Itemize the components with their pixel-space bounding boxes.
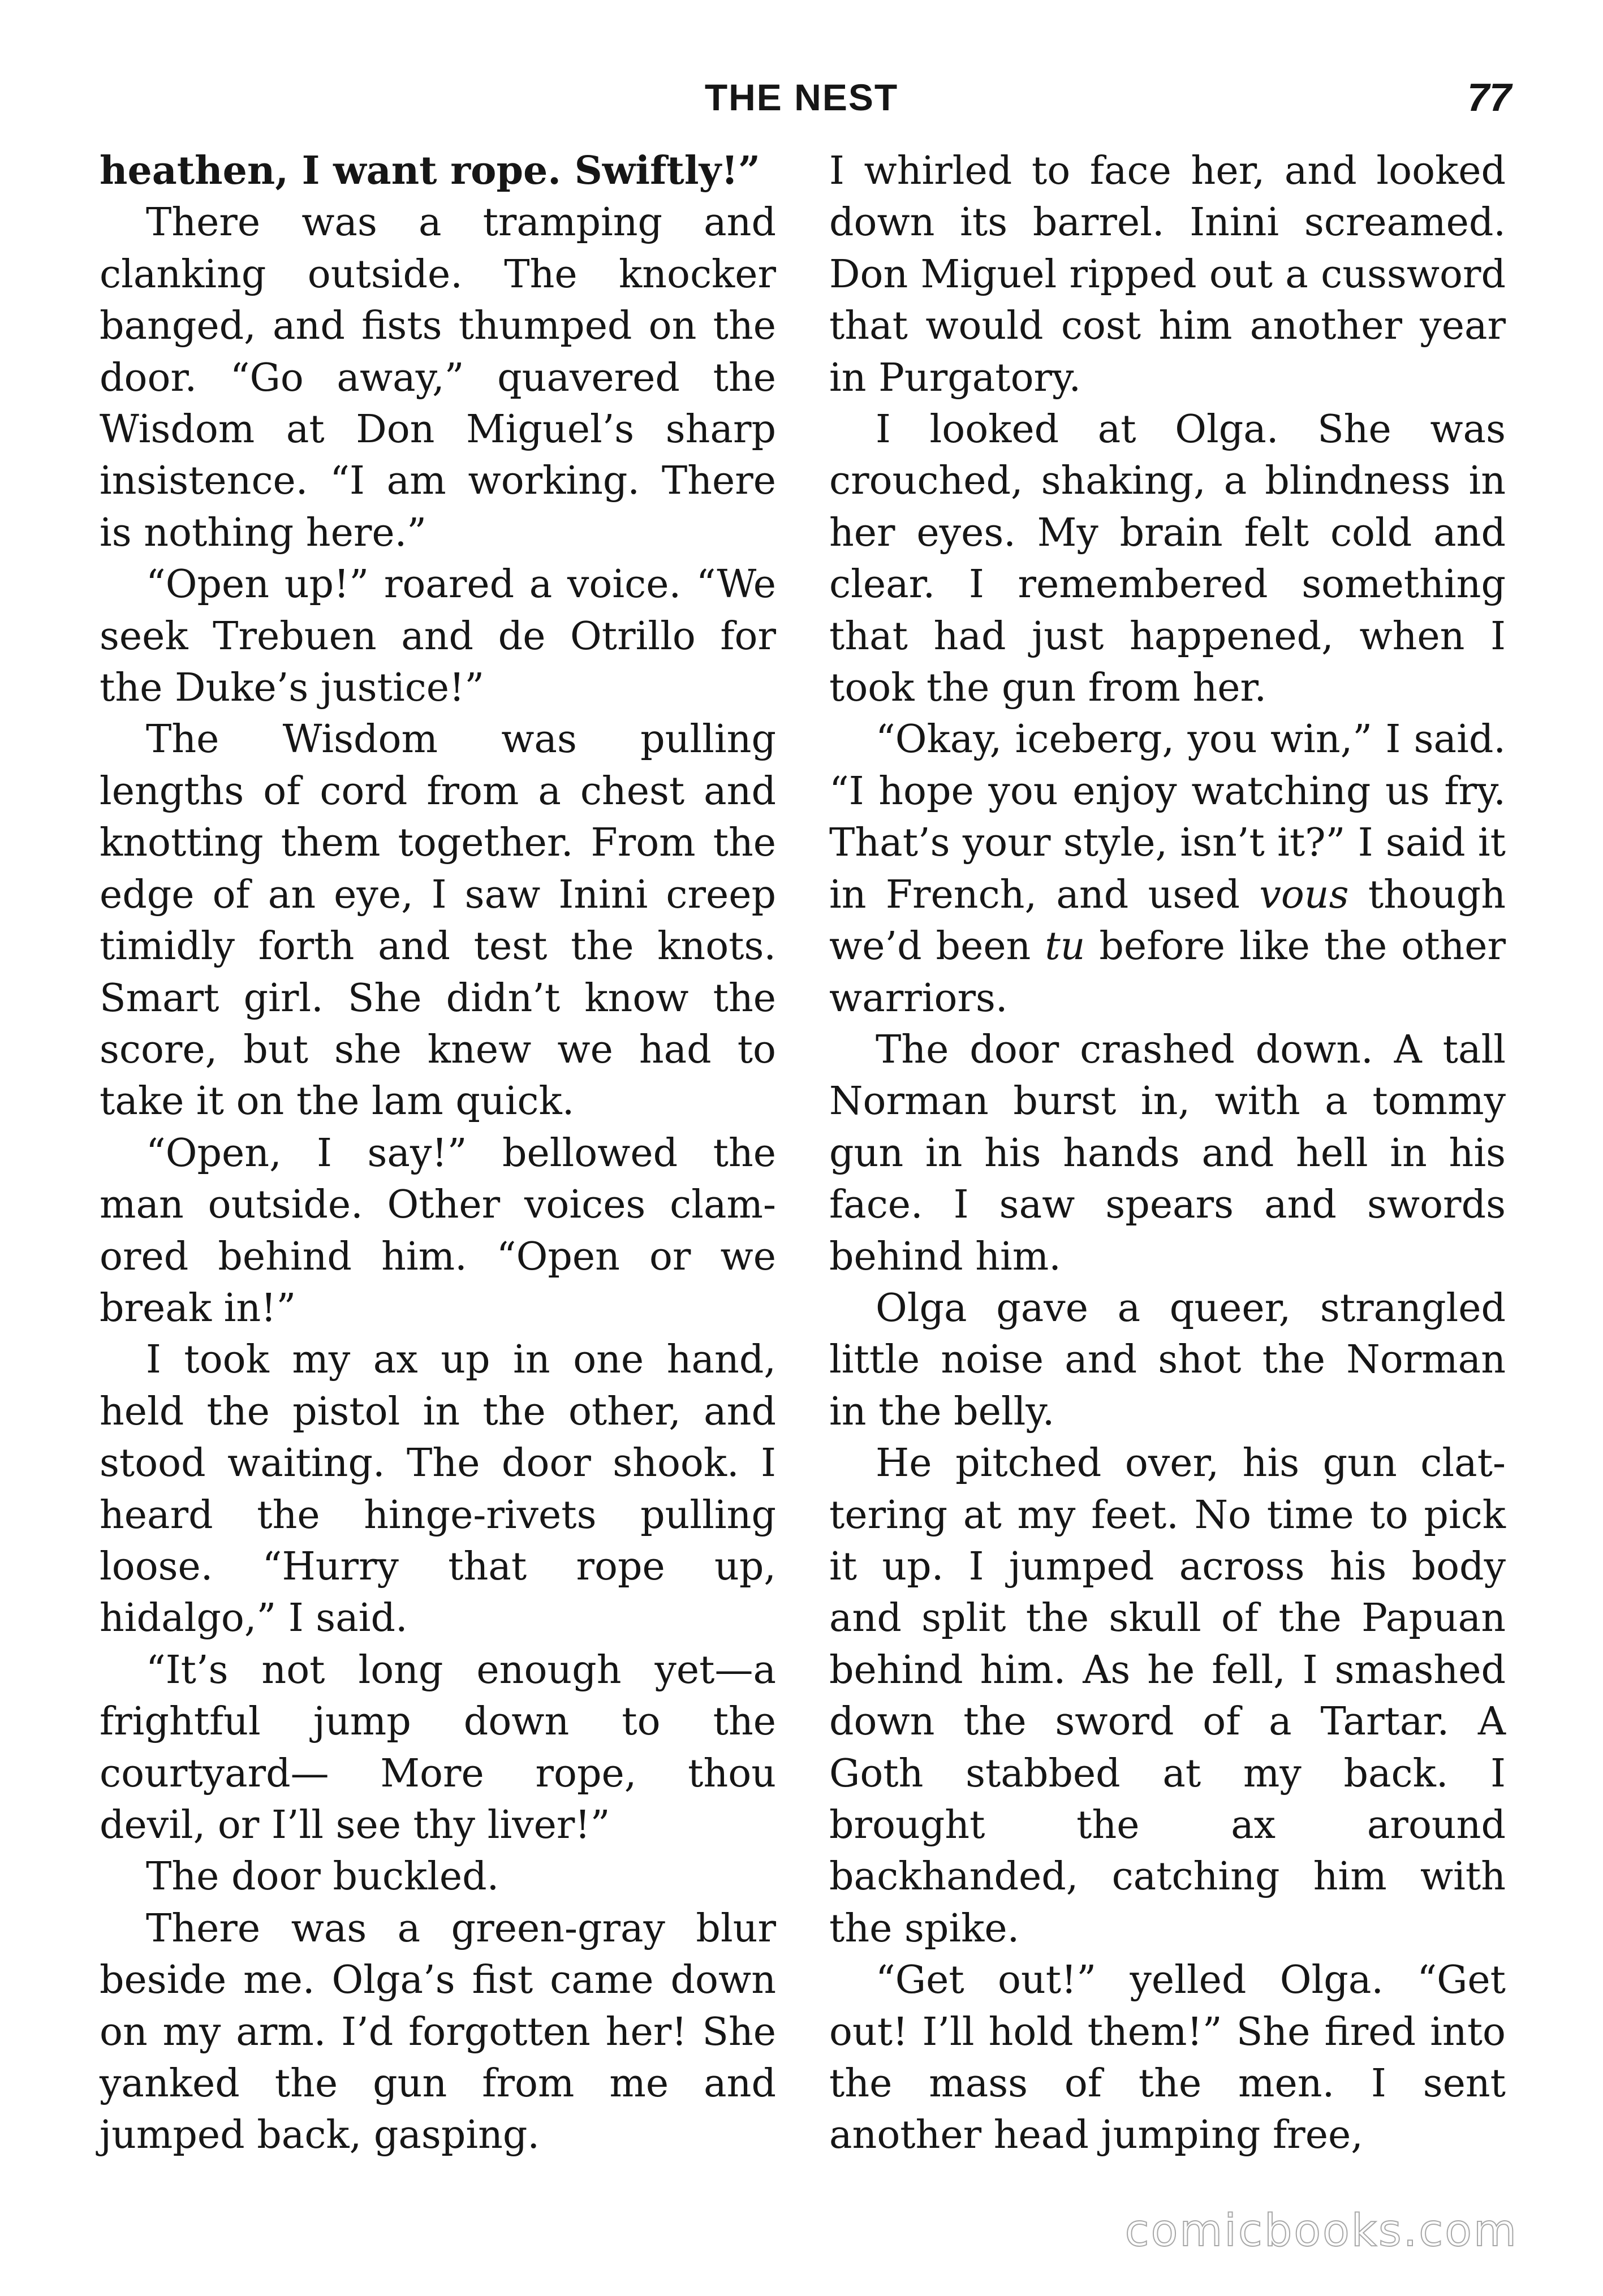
running-title: THE NEST xyxy=(704,76,899,118)
paragraph: There was a tramping and clanking outside. The knocker banged, and fists thumped on the door. “Go away,” quavered the Wisdom at Don Miguel’s sharp insistence. “I am working. There is nothing here.” xyxy=(100,200,776,555)
right-column xyxy=(829,145,1506,2161)
text-run: “Okay, iceberg, you win,” I said. “I hope you enjoy watching us fry. That’s your style, isn’t it?” I said it in French, and used xyxy=(829,717,1506,917)
left-column xyxy=(100,145,776,2161)
paragraph: “Open up!” roared a voice. “We seek Trebuen and de Otrillo for the Duke’s justice!” xyxy=(100,562,776,711)
text-run: before like the other warriors. xyxy=(829,924,1506,1021)
paragraph-with-italics xyxy=(829,714,1506,1024)
paragraph: I whirled to face her, and looked down its barrel. Inini screamed. Don Miguel ripped out a cussword that would cost him another year in Purgatory. xyxy=(829,149,1506,400)
italic-word: vous xyxy=(1259,872,1349,917)
paragraph: “Get out!” yelled Olga. “Get out! I’ll hold them!” She fired into the mass of the men. I sent another head jumping free, xyxy=(829,1958,1506,2158)
paragraph: He pitched over, his gun clattering at my feet. No time to pick it up. I jumped across his body and split the skull of the Papuan behind him. As he fell, I smashed down the sword of a Tartar. A Goth stabbed at my back. I brought the ax around backhanded, catching him with the spike. xyxy=(829,1441,1506,1951)
paragraph: The Wisdom was pulling lengths of cord from a chest and knotting them together. From the edge of an eye, I saw Inini creep timidly forth and test the knots. Smart girl. She didn’t know the score, but she knew we had to take it on the lam quick. xyxy=(100,717,776,1124)
paragraph: The door crashed down. A tall Norman burst in, with a tommy gun in his hands and hell in his face. I saw spears and swords behind him. xyxy=(829,1027,1506,1279)
text-run: though we’d been xyxy=(829,872,1506,969)
paragraph: There was a green-gray blur beside me. Olga’s fist came down on my arm. I’d forgotten her! She yanked the gun from me and jumped back, gasping. xyxy=(100,1906,776,2158)
paragraph: heathen, I want rope. Swiftly!” xyxy=(100,148,761,193)
running-head xyxy=(0,72,1603,123)
paragraph: I took my ax up in one hand, held the pistol in the other, and stood waiting. The door shook. I heard the hinge-rivets pulling loose. “Hurry that rope up, hidalgo,” I said. xyxy=(100,1337,776,1641)
italic-word: tu xyxy=(1045,924,1085,969)
page-number: 77 xyxy=(1467,75,1511,119)
paragraph: Olga gave a queer, strangled little noise and shot the Norman in the belly. xyxy=(829,1285,1506,1434)
paragraph: The door buckled. xyxy=(146,1854,499,1900)
watermark: comicbooks.com xyxy=(1124,2206,1518,2256)
paragraph: “Open, I say!” bellowed the man outside. Other voices clamored behind him. “Open or we break in!” xyxy=(100,1130,776,1331)
paragraph: I looked at Olga. She was crouched, shaking, a blindness in her eyes. My brain felt cold and clear. I remembered something that had just happened, when I took the gun from her. xyxy=(829,407,1506,711)
paragraph: “It’s not long enough yet—a frightful jump down to the courtyard— More rope, thou devil, or I’ll see thy liver!” xyxy=(100,1647,776,1848)
